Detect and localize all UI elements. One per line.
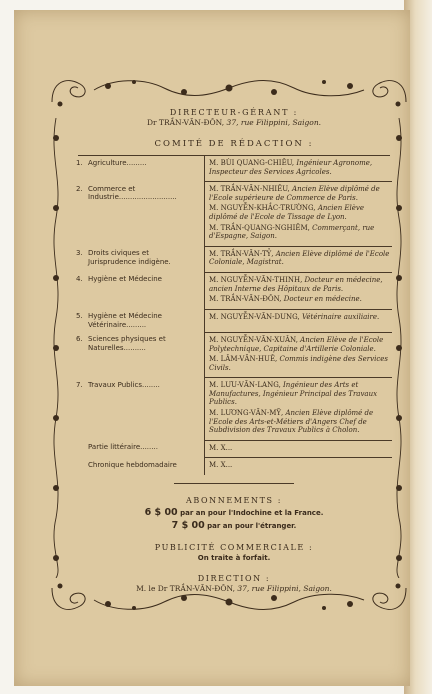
committee-section-name: Chronique hebdomadaire (88, 460, 177, 469)
committee-row (76, 332, 392, 377)
committee-member (209, 204, 392, 221)
member-description: Commis indigène des Services Civils. (209, 355, 388, 372)
member-name: M. X... (209, 461, 233, 470)
direction-line (76, 584, 392, 593)
committee-section-name: Travaux Publics........ (88, 380, 160, 389)
committee-row (76, 440, 392, 458)
committee-section-name: Hygiène et Médecine Vétérinaire......... (88, 312, 162, 329)
committee-row (76, 246, 392, 272)
committee-section-name: Commerce et Industrie.......................... (88, 184, 177, 202)
directeur-label: DIRECTEUR-GÉRANT : (169, 108, 299, 117)
member-name: M. X... (209, 443, 233, 452)
member-name: M. NGUYỄN-VĂN-THINH, (209, 275, 303, 284)
publicite-title: PUBLICITÉ COMMERCIALE : (154, 543, 314, 553)
committee-row-number: 2. (76, 184, 83, 193)
abonnement-text-2: par an pour l'étranger. (207, 522, 297, 531)
committee-row (76, 182, 392, 247)
committee-member (209, 159, 392, 176)
committee-member (209, 355, 392, 372)
masthead-content (76, 100, 392, 593)
member-description: Commerçant, rue d'Espagne, Saigon. (209, 223, 375, 241)
member-description: Ancien Elève diplômé de l'Ecole de Tissage de Lyon. (209, 204, 365, 221)
committee-section-name: Hygiène et Médecine (88, 275, 162, 284)
committee-member (209, 409, 392, 435)
left-ornament-border (49, 118, 63, 578)
committee-members (205, 332, 393, 377)
member-name: M. TRẦN-VĂN-NHIÊU, (209, 185, 290, 194)
committee-row-number: 4. (76, 275, 83, 284)
direction-name: M. le Dr TRẦN-VĂN-ĐÔN, (136, 584, 235, 594)
committee-row-number (76, 458, 88, 475)
committee-row (76, 378, 392, 441)
publicite-text: On traite à forfait. (197, 554, 271, 563)
committee-members (205, 272, 393, 309)
committee-member (209, 295, 392, 304)
committee-members (205, 378, 393, 441)
committee-member (209, 461, 392, 470)
committee-member (209, 381, 392, 407)
committee-row (76, 156, 392, 182)
direction-address: 37, rue Filippini, Saigon. (237, 584, 332, 594)
member-description: Vétérinaire auxiliaire. (302, 312, 380, 321)
member-description: Ancien Elève diplômé de l'Ecole des Arts-et-Métiers d'Angers Chef de Subdivision des Travaux Publics à Cholon. (209, 409, 374, 435)
committee-members (205, 458, 393, 475)
member-name: M. NGUYỄN-KHẮC-TRƯỜNG, (209, 204, 316, 213)
committee-row-number: 7. (76, 380, 83, 389)
committee-title: COMITÉ DE RÉDACTION : (154, 139, 314, 149)
member-name: M. NGUYỄN-VĂN-DUNG, (209, 312, 300, 321)
committee-member (209, 313, 392, 322)
abonnement-line-2 (76, 520, 392, 531)
abonnement-text-1: par an pour l'Indochine et la France. (180, 509, 324, 518)
committee-row-number: 3. (76, 249, 83, 258)
member-description: Ingénieur Agronome, Inspecteur des Services Agricoles. (209, 159, 373, 176)
committee-section-name: Partie littéraire........ (88, 443, 158, 452)
separator-rule (174, 483, 294, 484)
committee-row (76, 458, 392, 475)
abonnement-line-1 (76, 507, 392, 518)
member-name: M. NGUYỄN-VĂN-XUÂN, (209, 335, 298, 344)
committee-row-number: 6. (76, 335, 83, 344)
member-description: Docteur en médecine. (283, 295, 362, 304)
committee-section-name: Sciences physiques et Naturelles.......... (88, 335, 166, 352)
member-name: M. TRẦN-VĂN-ĐÔN, (209, 295, 282, 304)
committee-table (76, 156, 392, 475)
direction-title: DIRECTION : (197, 574, 271, 584)
member-description: Docteur en médecine, ancien Interne des Hôpitaux de Paris. (209, 275, 383, 293)
committee-row (76, 272, 392, 309)
abonnements-title: ABONNEMENTS : (185, 496, 283, 506)
member-name: M. BÙI QUANG-CHIÊU, (209, 159, 295, 167)
member-description: Ingénieur des Arts et Manufactures, Ingénieur Principal des Travaux Publics. (209, 381, 378, 407)
committee-member (209, 336, 392, 353)
member-description: Ancien Elève diplômé de l'Ecole supérieure de Commerce de Paris. (209, 185, 380, 202)
committee-members (205, 309, 393, 332)
member-name: M. TRẦN-QUANG-NGHIÊM, (209, 223, 310, 232)
committee-section-name: Droits civiques et Jurisprudence indigène. (88, 249, 171, 266)
committee-members (205, 246, 393, 272)
committee-row-number (76, 440, 88, 458)
abonnement-price-2: 7 $ 00 (171, 520, 205, 532)
directeur-name: Dr TRẦN-VĂN-ĐÔN, (146, 118, 225, 127)
member-name: M. TRẦN-VĂN-TỶ, (209, 249, 274, 258)
member-description: Ancien Elève diplômé de l'Ecole Coloniale, Magistrat. (209, 249, 390, 267)
member-name: M. LÂM-VĂN-HUÊ, (209, 355, 278, 364)
committee-members (205, 182, 393, 247)
committee-section-name: Agriculture......... (88, 159, 147, 167)
committee-members (205, 156, 393, 182)
abonnement-price-1: 6 $ 00 (144, 507, 178, 519)
directeur-address: 37, rue Filippini, Saigon. (226, 118, 322, 127)
member-description: Ancien Elève de l'Ecole Polytechnique, Capitaine d'Artillerie Coloniale. (209, 335, 384, 353)
committee-row (76, 309, 392, 332)
member-name: M. LƯU-VĂN-LANG, (209, 381, 281, 390)
member-name: M. LƯƠNG-VĂN-MỸ, (209, 409, 284, 418)
committee-member (209, 224, 392, 241)
committee-row-number: 5. (76, 312, 83, 321)
directeur-line (76, 118, 392, 127)
committee-member (209, 185, 392, 202)
committee-members (205, 440, 393, 458)
right-ornament-border (392, 118, 406, 578)
committee-member (209, 276, 392, 293)
committee-member (209, 444, 392, 453)
committee-row-number: 1. (76, 159, 83, 167)
committee-member (209, 250, 392, 267)
